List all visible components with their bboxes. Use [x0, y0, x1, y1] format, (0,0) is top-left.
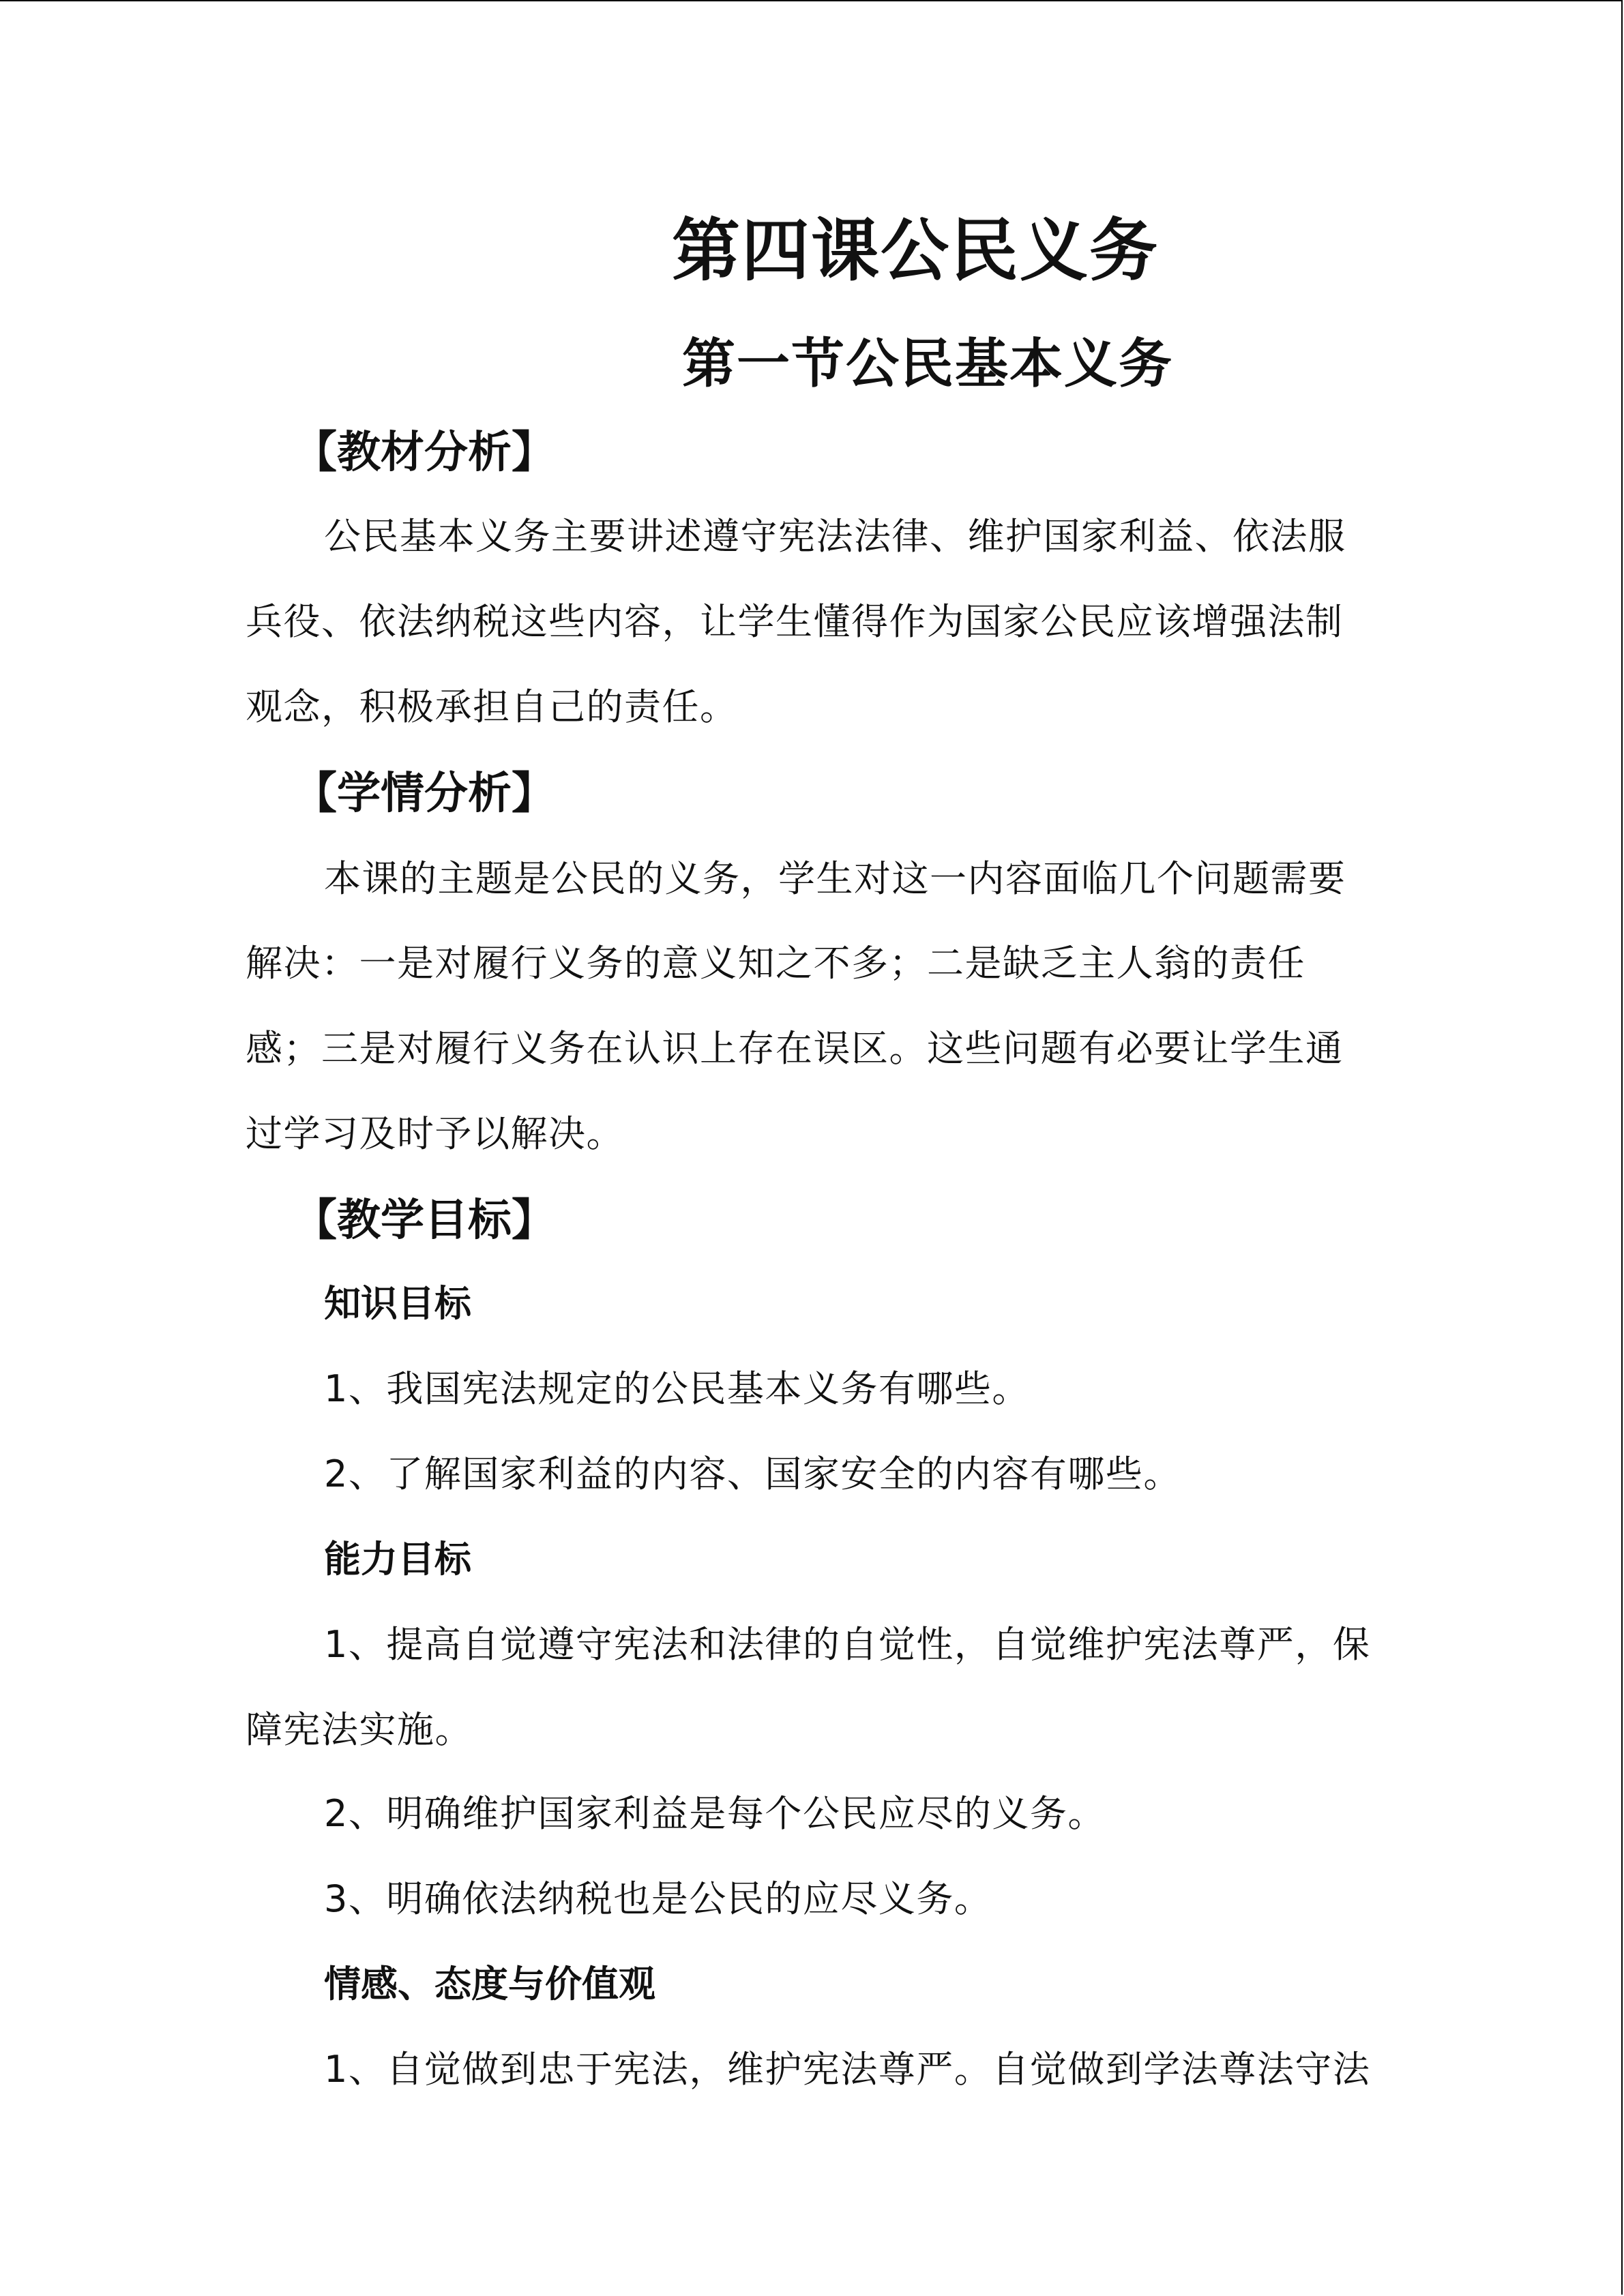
list-item: 2、了解国家利益的内容、国家安全的内容有哪些。 — [324, 1452, 1181, 1495]
subheading-ability-goals: 能力目标 — [324, 1538, 471, 1581]
paragraph-line: 过学习及时予以解决。 — [246, 1112, 624, 1155]
paragraph-line: 观念，积极承担自己的责任。 — [246, 685, 738, 728]
list-item-continuation: 障宪法实施。 — [246, 1708, 473, 1751]
paragraph-line: 本课的主题是公民的义务，学生对这一内容面临几个问题需要 — [324, 857, 1346, 900]
section-heading-student-analysis: 【学情分析】 — [293, 769, 555, 819]
list-item: 3、明确依法纳税也是公民的应尽义务。 — [324, 1877, 992, 1920]
paragraph-line: 感；三是对履行义务在认识上存在误区。这些问题有必要让学生通 — [246, 1027, 1344, 1070]
subheading-knowledge-goals: 知识目标 — [324, 1282, 471, 1325]
paragraph-line: 公民基本义务主要讲述遵守宪法法律、维护国家利益、依法服 — [324, 515, 1346, 558]
document-title: 第四课公民义务 — [672, 211, 1159, 290]
subheading-emotion-attitude-values: 情感、态度与价值观 — [324, 1963, 655, 2006]
list-item: 1、提高自觉遵守宪法和法律的自觉性，自觉维护宪法尊严，保 — [324, 1623, 1371, 1666]
section-heading-teaching-goals: 【教学目标】 — [293, 1195, 555, 1246]
list-item: 1、自觉做到忠于宪法，维护宪法尊严。自觉做到学法尊法守法 — [324, 2048, 1371, 2091]
paragraph-line: 解决：一是对履行义务的意义知之不多；二是缺乏主人翁的责任 — [246, 942, 1305, 985]
paragraph-line: 兵役、依法纳税这些内容，让学生懂得作为国家公民应该增强法制 — [246, 600, 1344, 643]
list-item: 1、我国宪法规定的公民基本义务有哪些。 — [324, 1367, 1030, 1410]
list-item: 2、明确维护国家利益是每个公民应尽的义务。 — [324, 1792, 1106, 1835]
section-heading-textbook-analysis: 【教材分析】 — [293, 428, 555, 478]
document-subtitle: 第一节公民基本义务 — [682, 333, 1174, 395]
